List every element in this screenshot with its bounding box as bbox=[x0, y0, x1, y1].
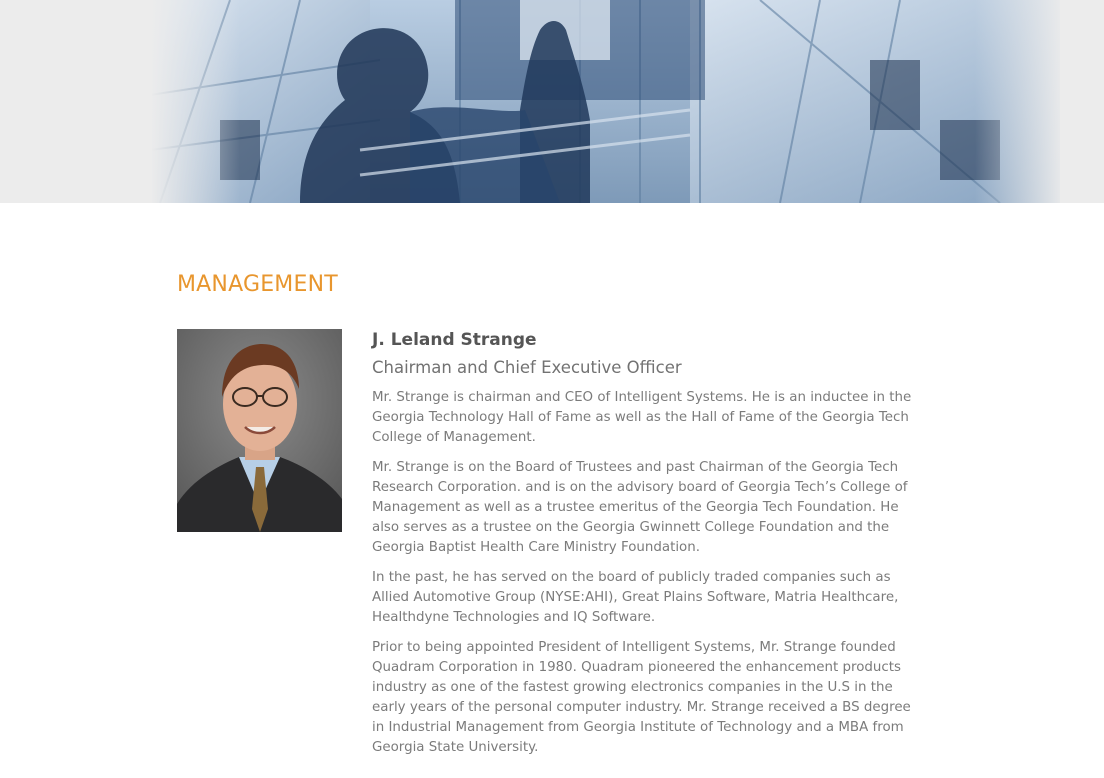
person-name: J. Leland Strange bbox=[372, 330, 537, 350]
bio-paragraph: Mr. Strange is on the Board of Trustees and past Chairman of the Georgia Tech Research Corporation. and is on the advisory board of Georgia Tech’s College of Management as well as a trustee emeritus of the Georgia Tech Foundation. He also serves as a trustee on the Georgia Gwinnett College Foundation and the Georgia Baptist Health Care Ministry Foundation. bbox=[372, 460, 908, 555]
portrait-image bbox=[177, 329, 342, 532]
bio-section bbox=[372, 327, 920, 758]
bio-paragraph: In the past, he has served on the board of publicly traded companies such as Allied Automotive Group (NYSE:AHI), Great Plains Software, Matria Healthcare, Healthdyne Technologies and IQ Software. bbox=[372, 570, 899, 625]
section-title: MANAGEMENT bbox=[177, 272, 338, 297]
bio-paragraph: Mr. Strange is chairman and CEO of Intelligent Systems. He is an inductee in the Georgia Technology Hall of Fame as well as the Hall of Fame of the Georgia Tech College of Management. bbox=[372, 390, 912, 445]
portrait-photo bbox=[177, 329, 342, 532]
hero-banner-image bbox=[0, 0, 1104, 203]
hero-banner bbox=[0, 0, 1104, 203]
bio-paragraph: Prior to being appointed President of Intelligent Systems, Mr. Strange founded Quadram Corporation in 1980. Quadram pioneered the enhancement products industry as one of the fastest growing electronics companies in the U.S in the early years of the personal computer industry. Mr. Strange received a BS degree in Industrial Management from Georgia Institute of Technology and a MBA from Georgia State University. bbox=[372, 640, 911, 755]
person-role: Chairman and Chief Executive Officer bbox=[372, 358, 682, 377]
